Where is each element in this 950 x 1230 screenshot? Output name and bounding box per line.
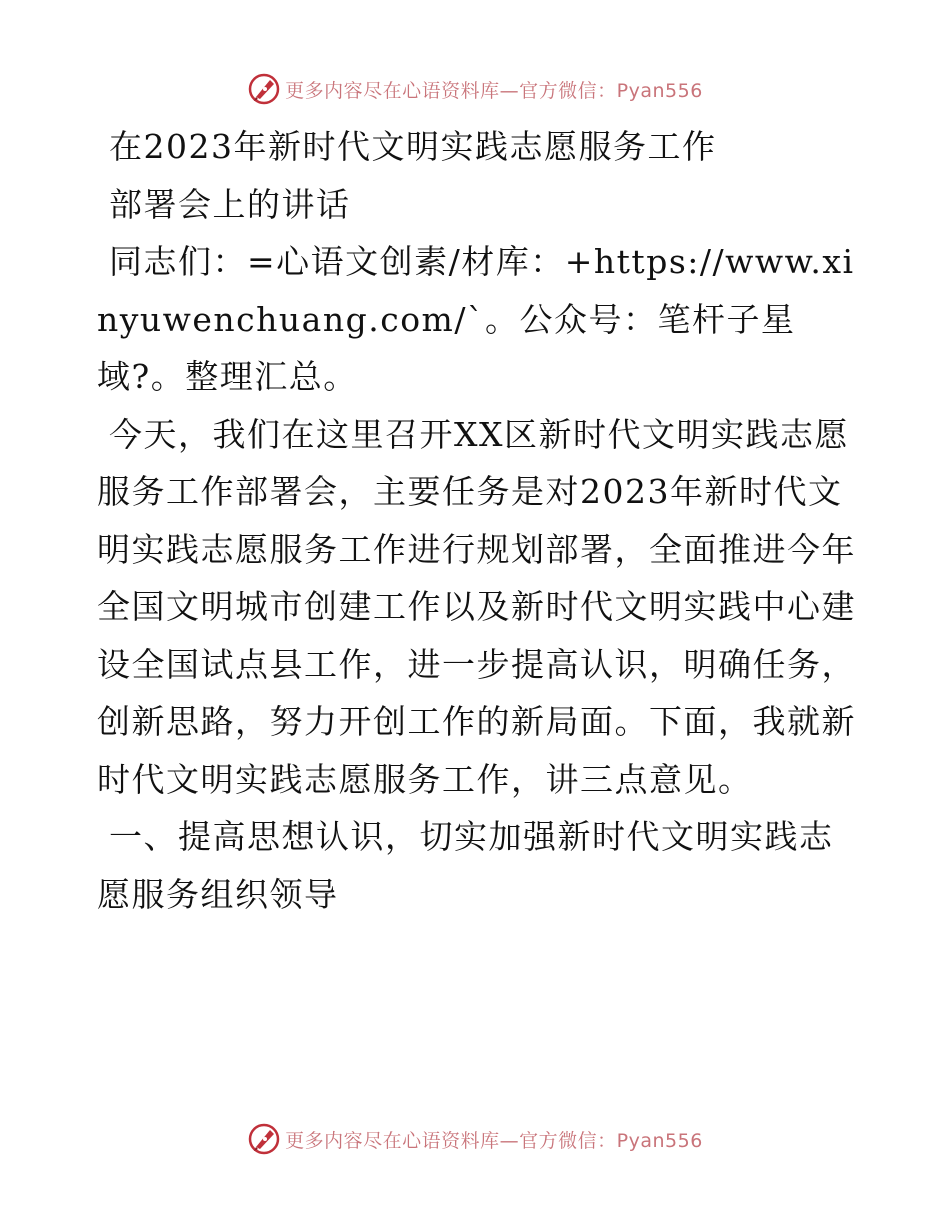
watermark-header xyxy=(0,69,950,109)
watermark-text: 更多内容尽在心语资料库—官方微信：Pyan556 xyxy=(285,79,703,102)
document-body xyxy=(97,118,857,923)
watermark-text: 更多内容尽在心语资料库—官方微信：Pyan556 xyxy=(285,1129,703,1152)
pen-logo-icon xyxy=(247,72,281,106)
pen-logo-icon xyxy=(247,1122,281,1156)
salutation-paragraph: 同志们：=心语文创素/材库：+https://www.xinyuwenchuang.com/`。公众号：笔杆子星域?。整理汇总。 xyxy=(97,242,855,396)
watermark-footer xyxy=(0,1119,950,1159)
document-title-line-2: 部署会上的讲话 xyxy=(109,184,351,224)
section-1-heading: 一、提高思想认识，切实加强新时代文明实践志愿服务组织领导 xyxy=(97,817,834,914)
intro-paragraph: 今天，我们在这里召开XX区新时代文明实践志愿服务工作部署会，主要任务是对2023年新时代文明实践志愿服务工作进行规划部署，全面推进今年全国文明城市创建工作以及新时代文明实践中心建设全国试点县工作，进一步提高认识，明确任务，创新思路，努力开创工作的新局面。下面，我就新时代文明实践志愿服务工作，讲三点意见。 xyxy=(97,414,856,799)
document-title-line-1: 在2023年新时代文明实践志愿服务工作 xyxy=(109,127,717,166)
